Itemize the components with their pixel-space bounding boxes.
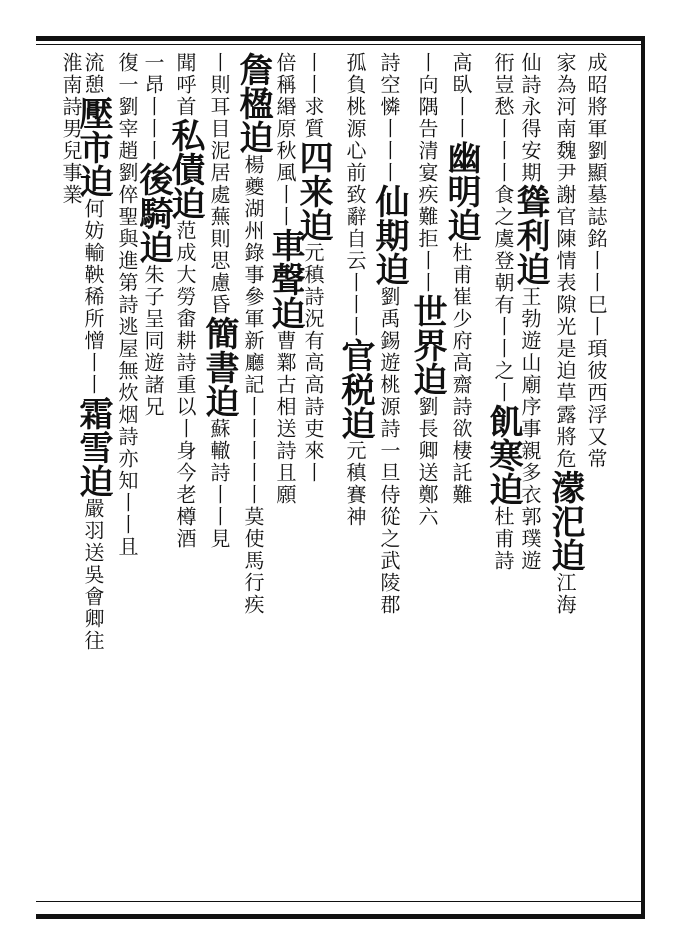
- column-text: 詩吏來丨: [301, 396, 325, 484]
- headword: 濛汜迫: [545, 470, 585, 572]
- text-column: [58, 52, 84, 897]
- headword: 世界迫: [407, 294, 447, 396]
- column-text: 告清宴疾難拒丨丨: [415, 118, 439, 294]
- column-text: 倍稱緡: [273, 52, 297, 118]
- text-column: [545, 52, 585, 897]
- headword: 霜雪迫: [73, 396, 113, 498]
- column-text: 元稹詩況有高高: [301, 242, 325, 396]
- column-text: 郭璞遊: [518, 506, 542, 572]
- column-text: 棲託難: [449, 440, 473, 506]
- column-text: 復一: [115, 52, 139, 96]
- column-text: 一昂: [141, 52, 165, 96]
- headword: 幽明迫: [441, 140, 481, 242]
- headword: 官税迫: [335, 338, 375, 440]
- column-text: 成昭將軍劉顯墓誌銘丨丨巳丨頊彼西浮又常: [584, 52, 608, 470]
- text-column: [165, 52, 205, 897]
- column-text: 流憩: [81, 52, 105, 96]
- text-column: [199, 52, 239, 897]
- text-column: [73, 52, 113, 897]
- headword: 簡書迫: [199, 316, 239, 418]
- column-text: 何妨輸鞅稀所憎丨丨: [81, 198, 105, 396]
- column-text: 孤負桃源心: [343, 52, 367, 162]
- column-text: 丨丨求質: [301, 52, 325, 140]
- column-text: 丨則耳目泥居處蕪則思慮昏: [207, 52, 231, 316]
- column-text: 詩空憐丨丨丨: [377, 52, 401, 184]
- column-text: 詩亦知丨丨且: [115, 426, 139, 558]
- text-column: [233, 52, 273, 897]
- column-text: 范成大勞畬耕詩重以: [173, 220, 197, 418]
- column-text: 食之虞登朝有丨丨之丨: [491, 184, 515, 404]
- frame-rule-top: [36, 44, 641, 45]
- headword: 仙期迫: [369, 184, 409, 286]
- text-column: [265, 52, 305, 897]
- column-text: 朱子呈同遊諸兄: [141, 264, 165, 418]
- headword: 車聲迫: [265, 228, 305, 330]
- headword: 聳利迫: [510, 184, 550, 286]
- text-column: [441, 52, 481, 897]
- headword: 壓市迫: [73, 96, 113, 198]
- column-text: 蘇轍詩丨丨見: [207, 418, 231, 550]
- text-column: [369, 52, 409, 897]
- text-column: [407, 52, 447, 897]
- column-text: 王勃遊山廟序事親多衣: [518, 286, 542, 506]
- headword: 飢寒迫: [483, 404, 523, 506]
- text-column: [583, 52, 609, 897]
- headword: 後騎迫: [133, 162, 173, 264]
- column-text: 杜甫詩: [491, 506, 515, 572]
- column-text: 家為河南魏尹謝官陳情表隙光是迫草露將危: [553, 52, 577, 470]
- text-column: [293, 52, 333, 897]
- text-column: [483, 52, 523, 897]
- column-text: 丨丨丨: [141, 96, 165, 162]
- column-text: 嚴羽送吳會卿往: [81, 498, 105, 652]
- column-text: 劉宰趙劉倅聖與進第詩: [115, 96, 139, 316]
- column-text: 原秋風丨丨: [273, 118, 297, 228]
- column-text: 衎豈愁丨丨丨: [491, 52, 515, 184]
- column-text: 丨身今老樽酒: [173, 418, 197, 550]
- headword: 私債迫: [165, 118, 205, 220]
- text-column: [114, 52, 140, 897]
- column-text: 江海: [553, 572, 577, 616]
- column-text: 前致辭自云丨丨丨: [343, 162, 367, 338]
- column-text: 劉禹錫遊桃源詩一旦: [377, 286, 401, 484]
- column-text: 淮南詩男兒事業: [59, 52, 83, 206]
- frame-rule-bottom: [36, 901, 641, 902]
- column-text: 楊夔湖州錄事參軍新廳記丨丨丨: [241, 154, 265, 462]
- column-text: 丨向隅: [415, 52, 439, 118]
- column-text: 劉長卿送鄭六: [415, 396, 439, 528]
- column-text: 杜甫崔少府高齋詩欲: [449, 242, 473, 440]
- headword: 四来迫: [293, 140, 333, 242]
- column-text: 曹鄴古相送詩且願: [273, 330, 297, 506]
- column-text: 元稹賽神: [343, 440, 367, 528]
- text-column: [510, 52, 550, 897]
- text-column: [133, 52, 173, 897]
- column-text: 丨丨莫使馬行疾: [241, 462, 265, 616]
- text-column: [335, 52, 375, 897]
- headword: 詹楹迫: [233, 52, 273, 154]
- column-text: 聞呼首: [173, 52, 197, 118]
- column-text: 高臥丨丨: [449, 52, 473, 140]
- column-text: 仙詩永得安期: [518, 52, 542, 184]
- column-text: 逃屋無炊烟: [115, 316, 139, 426]
- column-text: 侍從之武陵郡: [377, 484, 401, 616]
